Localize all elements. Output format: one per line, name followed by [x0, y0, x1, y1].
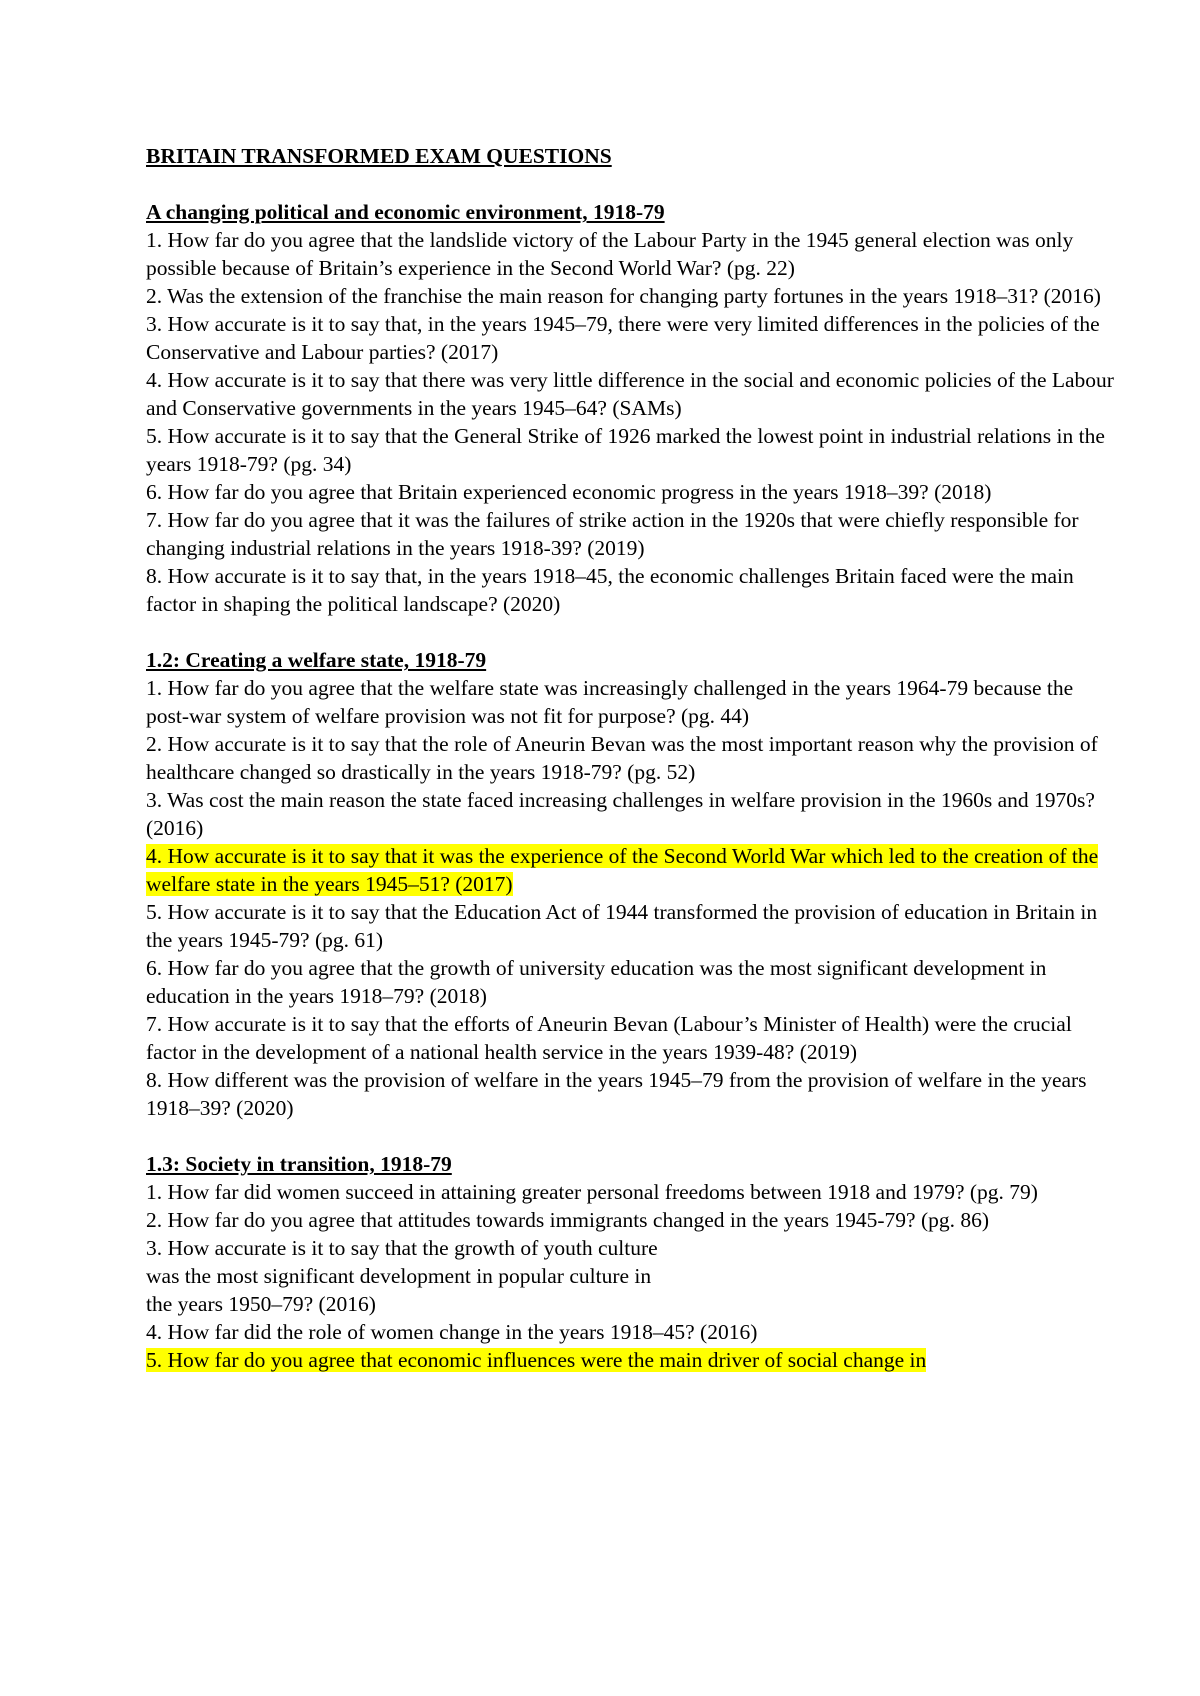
question-item [146, 282, 1120, 310]
question-item [146, 1318, 1120, 1346]
question-text: 5. How accurate is it to say that the General Strike of 1926 marked the lowest point in industrial relations in the years 1918-79? (pg. 34) [146, 424, 1105, 476]
question-item [146, 1206, 1120, 1234]
question-text: 2. Was the extension of the franchise the main reason for changing party fortunes in the years 1918–31? (2016) [146, 284, 1101, 308]
question-text: 6. How far do you agree that the growth of university education was the most significant development in education in the years 1918–79? (2018) [146, 956, 1047, 1008]
question-item [146, 366, 1120, 422]
question-text: 7. How accurate is it to say that the efforts of Aneurin Bevan (Labour’s Minister of Health) were the crucial factor in the development of a national health service in the years 1939-48? (2019) [146, 1012, 1072, 1064]
question-text: 5. How accurate is it to say that the Education Act of 1944 transformed the provision of education in Britain in the years 1945-79? (pg. 61) [146, 900, 1098, 952]
question-text: 4. How accurate is it to say that there was very little difference in the social and economic policies of the Labour and Conservative governments in the years 1945–64? (SAMs) [146, 368, 1114, 420]
question-item [146, 954, 1120, 1010]
question-item [146, 506, 1120, 562]
question-text: 6. How far do you agree that Britain experienced economic progress in the years 1918–39? (2018) [146, 480, 992, 504]
section-1 [146, 198, 1120, 618]
question-item [146, 730, 1120, 786]
question-text: 2. How far do you agree that attitudes towards immigrants changed in the years 1945-79? (pg. 86) [146, 1208, 990, 1232]
question-item [146, 1178, 1120, 1206]
section-heading: A changing political and economic environment, 1918-79 [146, 200, 665, 224]
question-text: 1. How far do you agree that the landslide victory of the Labour Party in the 1945 general election was only possible because of Britain’s experience in the Second World War? (pg. 22) [146, 228, 1074, 280]
question-item [146, 674, 1120, 730]
question-item [146, 562, 1120, 618]
question-item [146, 478, 1120, 506]
question-text: 7. How far do you agree that it was the failures of strike action in the 1920s that were chiefly responsible for changing industrial relations in the years 1918-39? (2019) [146, 508, 1079, 560]
question-text-line: the years 1950–79? (2016) [146, 1292, 376, 1316]
question-text: 3. How accurate is it to say that, in the years 1945–79, there were very limited differences in the policies of the Conservative and Labour parties? (2017) [146, 312, 1100, 364]
document-title: BRITAIN TRANSFORMED EXAM QUESTIONS [146, 144, 612, 168]
question-item [146, 226, 1120, 282]
question-item [146, 898, 1120, 954]
question-text: 8. How different was the provision of welfare in the years 1945–79 from the provision of welfare in the years 1918–39? (2020) [146, 1068, 1087, 1120]
sections-container [146, 198, 1120, 1374]
question-text: 1. How far do you agree that the welfare state was increasingly challenged in the years 1964-79 because the post-war system of welfare provision was not fit for purpose? (pg. 44) [146, 676, 1074, 728]
question-text: 4. How accurate is it to say that it was the experience of the Second World War which led to the creation of the welfare state in the years 1945–51? (2017) [146, 844, 1099, 896]
question-item [146, 422, 1120, 478]
question-text: 4. How far did the role of women change in the years 1918–45? (2016) [146, 1320, 758, 1344]
question-text-line: 3. How accurate is it to say that the growth of youth culture [146, 1236, 658, 1260]
question-text-line: was the most significant development in popular culture in [146, 1264, 652, 1288]
section-heading: 1.2: Creating a welfare state, 1918-79 [146, 648, 487, 672]
question-text: 1. How far did women succeed in attaining greater personal freedoms between 1918 and 1979? (pg. 79) [146, 1180, 1038, 1204]
question-text: 8. How accurate is it to say that, in the years 1918–45, the economic challenges Britain faced were the main factor in shaping the political landscape? (2020) [146, 564, 1074, 616]
question-item [146, 1346, 1120, 1374]
question-text: 5. How far do you agree that economic influences were the main driver of social change in [146, 1348, 927, 1372]
question-item [146, 786, 1120, 842]
question-item [146, 310, 1120, 366]
question-item [146, 1234, 1120, 1318]
section-3 [146, 1150, 1120, 1374]
question-text: 3. Was cost the main reason the state faced increasing challenges in welfare provision in the 1960s and 1970s? (2016) [146, 788, 1095, 840]
question-text: 2. How accurate is it to say that the role of Aneurin Bevan was the most important reason why the provision of healthcare changed so drastically in the years 1918-79? (pg. 52) [146, 732, 1098, 784]
section-2 [146, 646, 1120, 1122]
question-item [146, 842, 1120, 898]
question-item [146, 1066, 1120, 1122]
question-item [146, 1010, 1120, 1066]
section-heading: 1.3: Society in transition, 1918-79 [146, 1152, 452, 1176]
